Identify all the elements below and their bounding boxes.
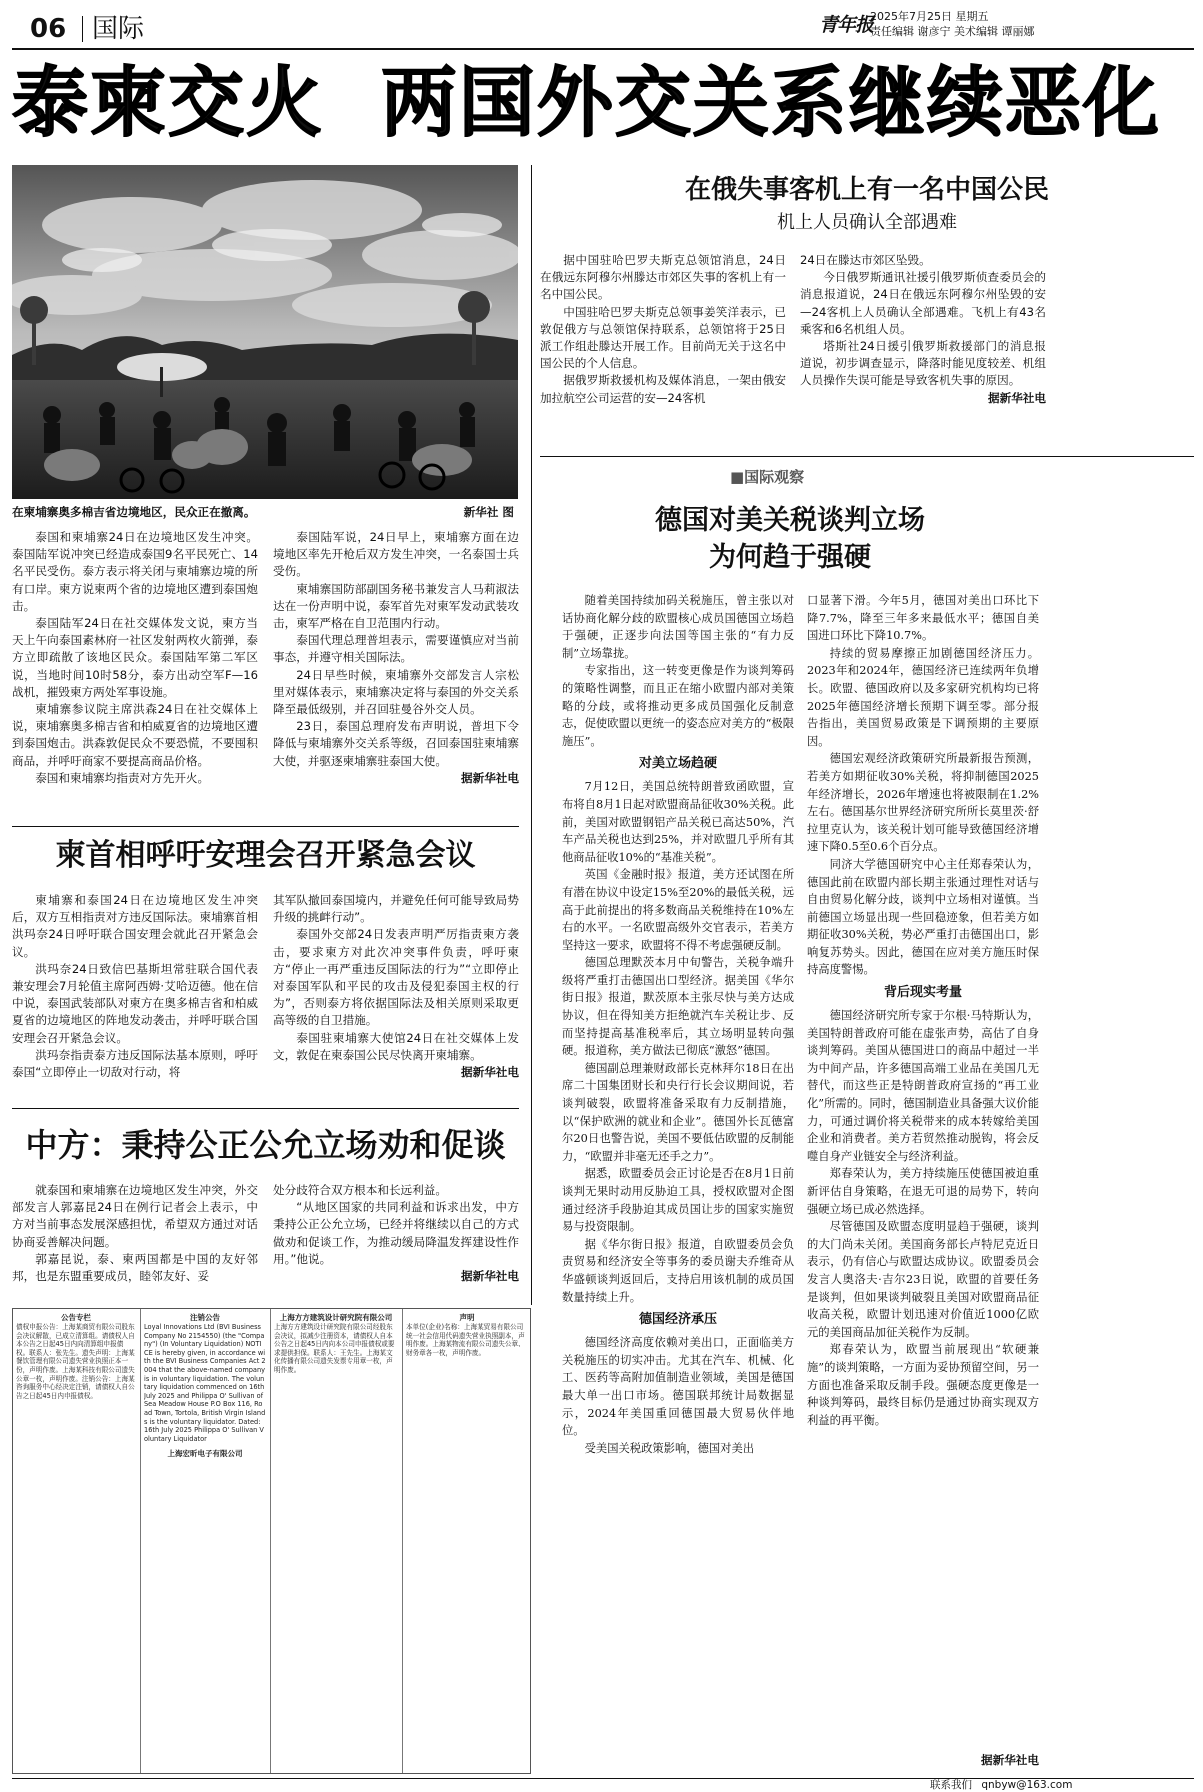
photo-caption: 在柬埔寨奥多棉吉省边境地区，民众正在撤离。 bbox=[12, 505, 256, 519]
section-divider bbox=[12, 826, 519, 827]
security-council-col1 bbox=[12, 892, 258, 1081]
paragraph: 泰国外交部24日发表声明严厉指责柬方袭击，要求柬方对此次冲突事件负责，呼吁柬方“停止一再严重违反国际法的行为”“立即停止对泰国军队和平民的攻击及侵犯泰国主权的行为”，否则泰方将依据国际法及相关原则采取更高等级的自卫措施。 bbox=[273, 927, 519, 1028]
china-col1 bbox=[12, 1182, 258, 1285]
newspaper-logo: 青年报 bbox=[819, 14, 874, 36]
notice-text: Loyal Innovations Ltd (BVI Business Company No 2154550) (the "Company") (In Voluntary Liquidation) NOTICE is hereby given, in accordance with the BVI Business Companies Act 2004 that the above-named company is in voluntary liquidation. The voluntary liquidation commenced on 16th July 2025 and Philippa O' Sullivan of Sea Meadow House P.O Box 116, Road Town, Tortola, British Virgin Islands is the voluntary liquidator. Dated: 16th July 2025 Philippa O' Sullivan Voluntary Liquidator bbox=[144, 1323, 266, 1443]
notice-col-1 bbox=[16, 1313, 136, 1771]
notice-text: 债权申报公告：上海某商贸有限公司股东会决议解散，已成立清算组。请债权人自本公告之日起45日内向清算组申报债权。联系人：张先生。遗失声明：上海某餐饮管理有限公司遗失营业执照正本一份，声明作废。上海某科技有限公司遗失公章一枚，声明作废。注销公告：上海某咨询服务中心经决定注销，请债权人自公告之日起45日内申报债权。 bbox=[16, 1323, 135, 1400]
masthead-rule bbox=[12, 48, 1194, 50]
column-divider bbox=[531, 165, 532, 1305]
paragraph: 尽管德国及欧盟态度明显趋于强硬，谈判的大门尚未关闭。美国商务部长卢特尼克近日表示，仍有信心与欧盟达成协议。欧盟委员会发言人奥洛夫·吉尔23日说，欧盟的首要任务是谈判，但如果谈判破裂且美国对欧盟商品征收高关税，欧盟计划迅速对价值近1000亿欧元的美国商品加征关税作为反制。 bbox=[807, 1220, 1039, 1339]
notice-col-2 bbox=[144, 1313, 266, 1771]
page-number: 06 bbox=[30, 14, 67, 44]
paragraph: 处分歧符合双方根本和长远利益。 bbox=[273, 1183, 447, 1197]
article-credit: 据新华社电 bbox=[461, 1269, 519, 1284]
notice-divider bbox=[140, 1309, 141, 1773]
paragraph: 柬埔寨和泰国24日在边境地区发生冲突后，双方互相指责对方违反国际法。柬埔寨首相洪玛奈24日呼吁联合国安理会就此召开紧急会议。 bbox=[12, 893, 258, 959]
paragraph: 德国经济高度依赖对美出口，正面临美方关税施压的切实冲击。尤其在汽车、机械、化工、医药等高附加值制造业领域，美国是德国最大单一出口市场。德国联邦统计局数据显示，2024年美国重回德国最大贸易伙伴地位。 bbox=[562, 1336, 794, 1438]
notice-text: 上海方方建筑设计研究院有限公司经股东会决议，拟减少注册资本，请债权人自本公告之日起45日内向本公司申报债权或要求提供担保。联系人：王先生。上海某文化传播有限公司遗失发票专用章一枚，声明作废。 bbox=[274, 1323, 395, 1374]
section-divider bbox=[540, 456, 1194, 457]
notice-title: 公告专栏 bbox=[61, 1313, 91, 1322]
paragraph: 专家指出，这一转变更像是作为谈判筹码的策略性调整，而且正在缩小欧盟内部对美策略的分歧，或将推动更多成员国强化反制意志，促使欧盟以更统一的姿态应对美方的“极限施压”。 bbox=[562, 664, 794, 748]
security-council-headline: 柬首相呼吁安理会召开紧急会议 bbox=[55, 838, 476, 873]
paragraph: 德国经济研究所专家于尔根·马特斯认为，美国特朗普政府可能在虚张声势，高估了自身谈判筹码。美国从德国进口的商品中超过一半为中间产品，许多德国高端工业品在美国几无替代，而这些正是特朗普政府宣扬的“再工业化”所需的。同时，德国制造业具备强大议价能力，可通过调价将关税带来的成本转嫁给美国企业和消费者。美方若贸然推动脱钩，将会反噬自身产业链安全与经济利益。 bbox=[807, 1009, 1039, 1163]
main-headline: 泰柬交火 两国外交关系继续恶化 bbox=[12, 58, 1161, 147]
masthead-divider bbox=[82, 16, 83, 42]
paragraph: 泰国和柬埔寨均指责对方先开火。 bbox=[35, 770, 210, 785]
paragraph: 洪玛奈24日致信巴基斯坦常驻联合国代表兼安理会7月轮值主席阿西姆·艾哈迈德。他在信中说，泰国武装部队对柬方在奥多棉吉省和柏威夏省的边境地区的阵地发动袭击，并呼吁联合国安理会召开紧急会议。 bbox=[12, 961, 258, 1045]
evacuation-photo-illustration bbox=[12, 165, 518, 499]
plane-subheadline: 机上人员确认全部遇难 bbox=[777, 212, 957, 233]
column-tag: ■国际观察 bbox=[730, 468, 805, 486]
paragraph: 洪玛奈指责泰方违反国际法基本原则，呼吁泰国“立即停止一切敌对行动，将 bbox=[12, 1047, 258, 1080]
paragraph: 其军队撤回泰国境内，并避免任何可能导致局势升级的挑衅行动”。 bbox=[273, 893, 519, 925]
paragraph: 柬埔寨参议院主席洪森24日在社交媒体上说，柬埔寨奥多棉吉省和柏威夏省的边境地区遭到泰国炮击。洪森敦促民众不要恐慌，不要囤积商品，并呼吁商家不要提高商品价格。 bbox=[12, 702, 258, 768]
plane-col2 bbox=[800, 252, 1046, 407]
photo-caption-bar bbox=[12, 503, 518, 521]
paragraph: 德国总理默茨本月中旬警告，关税争端升级将严重打击德国出口型经济。据美国《华尔街日报》报道，默茨原本主张尽快与美方达成协议，但在得知美方拒绝就汽车关税让步、反而坚持提高基准税率后，其立场明显转向强硬。报道称，美方做法已彻底“激怒”德国。 bbox=[562, 956, 794, 1058]
subheading: 背后现实考量 bbox=[883, 985, 962, 1001]
paragraph: 据中国驻哈巴罗夫斯克总领馆消息，24日在俄远东阿穆尔州滕达市郊区失事的客机上有一名中国公民。 bbox=[540, 253, 786, 302]
article-credit: 据新华社电 bbox=[461, 1065, 519, 1080]
paragraph: 据《华尔街日报》报道，自欧盟委员会负责贸易和经济安全等事务的委员谢夫乔维奇从华盛顿谈判返回后，支持启用该机制的成员国数量持续上升。 bbox=[562, 1237, 794, 1304]
subheading: 对美立场趋硬 bbox=[638, 756, 717, 772]
security-council-col2 bbox=[273, 892, 519, 1081]
paragraph: 郭嘉昆说，泰、柬两国都是中国的友好邻邦，也是东盟重要成员，睦邻友好、妥 bbox=[12, 1251, 258, 1284]
notice-footer: 上海宏昕电子有限公司 bbox=[167, 1449, 243, 1459]
germany-headline-line1: 德国对美关税谈判立场 bbox=[655, 505, 925, 536]
date-line: 2025年7月25日 星期五 bbox=[870, 10, 989, 23]
paragraph: 同济大学德国研究中心主任郑春荣认为，德国此前在欧盟内部长期主张通过理性对话与自由贸易化解分歧，谈判中立场相对谨慎。当前德国立场显出现一些回稳迹象，但若美方如期征收30%关税，势必严重打击德国出口，影响复苏势头。因此，德国在应对美方施压时保持高度警惕。 bbox=[807, 857, 1039, 977]
paragraph: 郑春荣认为，美方持续施压使德国被迫重新评估自身策略，在退无可退的局势下，转向强硬立场已成必然选择。 bbox=[807, 1167, 1039, 1216]
news-photo bbox=[12, 165, 518, 499]
paragraph: 英国《金融时报》报道，美方还试图在所有潜在协议中设定15%至20%的最低关税，远高于此前提出的将多数商品关税维持在10%左右的水平。一名欧盟高级外交官表示，若美方坚持这一要求，欧盟将不得不考虑强硬反制。 bbox=[562, 868, 794, 952]
subheading: 德国经济承压 bbox=[638, 1312, 717, 1328]
paragraph: “从地区国家的共同利益和诉求出发，中方秉持公正公允立场，已经并将继续以自己的方式做劝和促谈工作，为推动缓局降温发挥建设性作用。”他说。 bbox=[273, 1200, 519, 1266]
paragraph: 受美国关税政策影响，德国对美出 bbox=[584, 1441, 755, 1455]
notice-title: 注销公告 bbox=[190, 1313, 220, 1322]
germany-col2 bbox=[807, 592, 1039, 1429]
paragraph: 德国副总理兼财政部长克林拜尔18日在出席二十国集团财长和央行行长会议期间说，若谈判破裂，欧盟将准备采取有力反制措施，以“保护欧洲的就业和企业”。德国外长瓦德富尔20日也警告说，美国不要低估欧盟的反制能力，“欧盟并非毫无还手之力”。 bbox=[562, 1061, 794, 1163]
notice-section bbox=[12, 1308, 531, 1774]
footer-contact bbox=[930, 1778, 1072, 1792]
paragraph: 塔斯社24日援引俄罗斯救援部门的消息报道说，初步调查显示，降落时能见度较差、机组人员操作失误可能是导致客机失事的原因。 bbox=[800, 339, 1046, 388]
article-credit: 据新华社电 bbox=[461, 770, 519, 785]
paragraph: 24日早些时候，柬埔寨外交部发言人宗松里对媒体表示，柬埔寨决定将与泰国的外交关系降至最低级别，并召回驻曼谷外交人员。 bbox=[273, 667, 519, 717]
contact-label: 联系我们 bbox=[930, 1779, 972, 1791]
paragraph: 口显著下滑。今年5月，德国对美出口环比下降7.7%，降至三年多来最低水平；德国自美国进口环比下降10.7%。 bbox=[807, 594, 1039, 643]
paragraph: 今日俄罗斯通讯社援引俄罗斯侦查委员会的消息报道说，24日在俄远东阿穆尔州坠毁的安—24客机上人员确认全部遇难。飞机上有43名乘客和6名机组人员。 bbox=[800, 270, 1046, 336]
editors-line: 责任编辑 谢彦宁 美术编辑 谭丽娜 bbox=[870, 25, 1035, 38]
paragraph: 据俄罗斯救援机构及媒体消息，一架由俄安加拉航空公司运营的安—24客机 bbox=[540, 373, 786, 405]
paragraph: 23日，泰国总理府发布声明说，普坦下令降低与柬埔寨外交关系等级，召回泰国驻柬埔寨大使，并驱逐柬埔寨驻泰国大使。 bbox=[273, 719, 519, 768]
masthead bbox=[12, 10, 1194, 48]
paragraph: 随着美国持续加码关税施压，曾主张以对话协商化解分歧的欧盟核心成员国德国立场趋于强硬，正逐步向法国等国主张的“有力反制”立场靠拢。 bbox=[562, 594, 794, 660]
germany-col1 bbox=[562, 592, 794, 1457]
section-name: 国际 bbox=[92, 14, 145, 44]
germany-headline-line2: 为何趋于强硬 bbox=[709, 542, 871, 573]
paragraph: 持续的贸易摩擦正加剧德国经济压力。2023年和2024年，德国经济已连续两年负增长。欧盟、德国政府以及多家研究机构均已将2025年德国经济增长预期下调至零。部分报告指出，美国贸易政策是下调预期的主要原因。 bbox=[807, 646, 1039, 748]
thai-cambodia-col2 bbox=[273, 529, 519, 787]
paragraph: 中国驻哈巴罗夫斯克总领事姜笑洋表示，已敦促俄方与总领馆保持联系，总领馆将于25日派工作组赴滕达开展工作。目前尚无关于这名中国公民的个人信息。 bbox=[540, 304, 786, 371]
notice-divider bbox=[402, 1309, 403, 1773]
photo-credit: 新华社 图 bbox=[463, 505, 514, 519]
germany-credit: 据新华社电 bbox=[981, 1753, 1039, 1767]
article-credit: 据新华社电 bbox=[988, 390, 1046, 405]
china-headline: 中方：秉持公正公允立场劝和促谈 bbox=[25, 1126, 506, 1164]
notice-title: 声明 bbox=[459, 1313, 475, 1322]
notice-title: 上海方方建筑设计研究院有限公司 bbox=[279, 1313, 393, 1322]
paragraph: 德国宏观经济政策研究所最新报告预测，若美方如期征收30%关税，将抑制德国2025年经济增长，2026年增速也将被限制在1.2%左右。德国基尔世界经济研究所所长莫里茨·舒拉里克认为，该关税计划可能导致德国经济增速下降0.5至0.6个百分点。 bbox=[807, 752, 1039, 854]
notice-text: 本单位(企业)名称：上海某贸易有限公司统一社会信用代码遗失营业执照副本，声明作废。上海某物流有限公司遗失公章、财务章各一枚，声明作废。 bbox=[406, 1323, 525, 1357]
plane-col1 bbox=[540, 252, 786, 407]
paragraph: 泰国和柬埔寨24日在边境地区发生冲突。泰国陆军说冲突已经造成泰国9名平民死亡、14名平民受伤。泰方表示将关闭与柬埔寨边境的所有口岸。柬方说柬两个省的边境地区遭到泰国炮击。 bbox=[12, 530, 258, 613]
paragraph: 就泰国和柬埔寨在边境地区发生冲突，外交部发言人郭嘉昆24日在例行记者会上表示，中方对当前事态发展深感担忧，希望双方通过对话协商妥善解决问题。 bbox=[12, 1183, 258, 1249]
china-col2 bbox=[273, 1182, 519, 1285]
paragraph: 泰国驻柬埔寨大使馆24日在社交媒体上发文，敦促在柬泰国公民尽快离开柬埔寨。 bbox=[273, 1030, 519, 1062]
plane-headline: 在俄失事客机上有一名中国公民 bbox=[684, 175, 1049, 205]
contact-email[interactable]: qnbyw@163.com bbox=[981, 1779, 1073, 1791]
section-divider bbox=[12, 1108, 519, 1109]
paragraph: 泰国代理总理普坦表示，需要谨慎应对当前事态，并遵守相关国际法。 bbox=[273, 633, 519, 665]
paragraph: 24日在滕达市郊区坠毁。 bbox=[800, 253, 931, 267]
thai-cambodia-col1 bbox=[12, 529, 258, 787]
paragraph: 郑春荣认为，欧盟当前展现出“软硬兼施”的谈判策略，一方面为妥协预留空间，另一方面也准备采取反制手段。强硬态度更像是一种谈判筹码，最终目标仍是通过协商实现双方利益的再平衡。 bbox=[807, 1343, 1039, 1427]
paragraph: 柬埔寨国防部副国务秘书兼发言人马莉淑法达在一份声明中说，泰军首先对柬军发动武装攻击，柬军严格在自卫范围内行动。 bbox=[273, 581, 519, 631]
notice-divider bbox=[270, 1309, 271, 1773]
notice-col-4 bbox=[406, 1313, 528, 1771]
notice-col-3 bbox=[274, 1313, 398, 1771]
paragraph: 据悉，欧盟委员会正讨论是否在8月1日前谈判无果时动用反胁迫工具，授权欧盟对企图通过经济手段胁迫其成员国让步的国家实施贸易与投资限制。 bbox=[562, 1167, 794, 1234]
paragraph: 泰国陆军24日在社交媒体发文说，柬方当天上午向泰国素林府一社区发射两枚火箭弹，泰方立即疏散了该地区民众。泰国陆军第二军区说，当地时间10时58分，泰方出动空军F—16战机，摧毁柬方两处军事设施。 bbox=[12, 616, 258, 699]
paragraph: 泰国陆军说，24日早上，柬埔寨方面在边境地区率先开枪后双方发生冲突，一名泰国士兵受伤。 bbox=[273, 530, 519, 579]
paragraph: 7月12日，美国总统特朗普致函欧盟，宣布将自8月1日起对欧盟商品征收30%关税。此前，美国对欧盟钢铝产品关税已高达50%，汽车产品关税也达到25%，并对欧盟几乎所有其他商品征收10%的“基准关税”。 bbox=[562, 780, 794, 864]
